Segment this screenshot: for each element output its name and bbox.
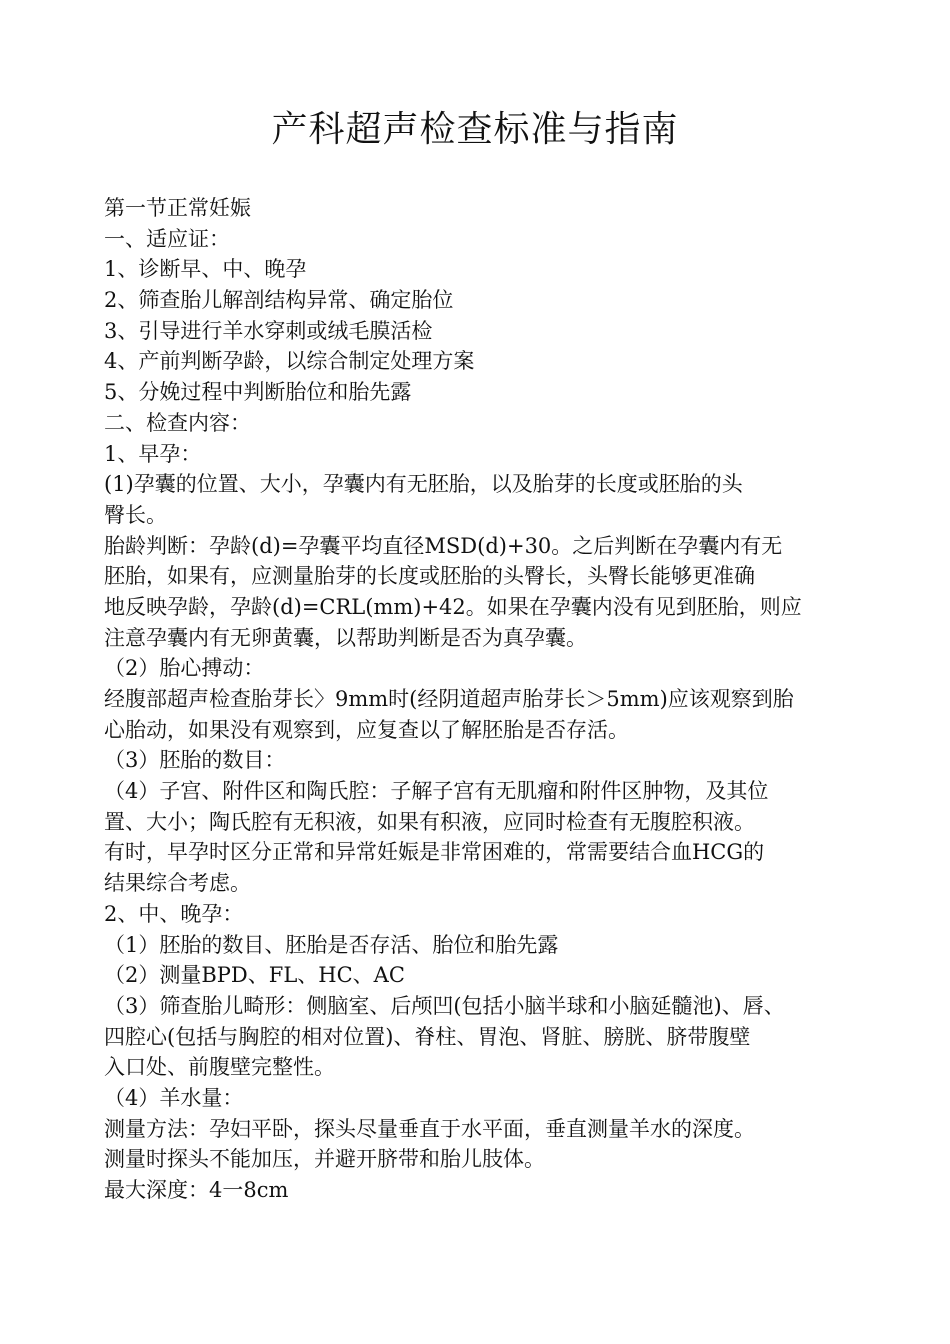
text-line: 2、中、晚孕： [104,901,244,926]
text-line: （2）胎心搏动： [104,656,265,681]
document-body [104,193,884,1206]
text-line: （1）胚胎的数目、胚胎是否存活、胎位和胎先露 [104,932,559,957]
text-line: 2、筛查胎儿解剖结构异常、确定胎位 [104,288,454,313]
text-line: （3）胚胎的数目： [104,748,286,773]
document-title: 产科超声检查标准与指南 [271,109,679,150]
text-line: 臀长。 [104,502,167,527]
text-line: (1)孕囊的位置、大小，孕囊内有无胚胎，以及胎芽的长度或胚胎的头 [104,472,743,497]
text-line: 心胎动，如果没有观察到，应复查以了解胚胎是否存活。 [104,717,629,742]
text-line: （4）羊水量： [104,1085,244,1110]
text-line: 经腹部超声检查胎芽长〉9mm时(经阴道超声胎芽长＞5mm)应该观察到胎 [104,687,794,711]
text-line: 地反映孕龄，孕龄(d)=CRL(mm)+42。如果在孕囊内没有见到胚胎，则应 [104,594,802,619]
subsection-heading: 二、检查内容： [104,410,251,435]
text-line: 1、早孕： [104,441,202,466]
text-line: 4、产前判断孕龄，以综合制定处理方案 [104,349,475,374]
text-line: 5、分娩过程中判断胎位和胎先露 [104,380,412,405]
text-line: 四腔心(包括与胸腔的相对位置)、脊柱、胃泡、肾脏、膀胱、脐带腹壁 [104,1024,751,1049]
text-line: 测量时探头不能加压，并避开脐带和胎儿肢体。 [104,1147,545,1172]
text-line: 入口处、前腹壁完整性。 [104,1055,335,1080]
text-line: 结果综合考虑。 [104,871,251,896]
text-line: 胎龄判断：孕龄(d)=孕囊平均直径MSD(d)+30。之后判断在孕囊内有无 [104,533,783,558]
text-line: （2）测量BPD、FL、HC、AC [104,963,405,988]
text-line: 胚胎，如果有，应测量胎芽的长度或胚胎的头臀长，头臀长能够更准确 [104,564,755,589]
subsection-heading: 一、适应证： [104,226,230,251]
text-line: 1、诊断早、中、晚孕 [104,257,307,282]
text-line: 3、引导进行羊水穿刺或绒毛膜活检 [104,318,433,343]
text-line: 有时，早孕时区分正常和异常妊娠是非常困难的，常需要结合血HCG的 [104,840,765,865]
section-heading: 第一节正常妊娠 [104,196,251,220]
text-line: （3）筛查胎儿畸形：侧脑室、后颅凹(包括小脑半球和小脑延髓池)、唇、 [104,993,785,1018]
text-line: 测量方法：孕妇平卧，探头尽量垂直于水平面，垂直测量羊水的深度。 [104,1116,755,1141]
text-line: 置、大小；陶氏腔有无积液，如果有积液，应同时检查有无腹腔积液。 [104,809,755,834]
text-line: 注意孕囊内有无卵黄囊，以帮助判断是否为真孕囊。 [104,625,587,650]
text-line: 最大深度：4一8cm [104,1178,289,1202]
text-line: （4）子宫、附件区和陶氏腔：子解子宫有无肌瘤和附件区肿物，及其位 [104,779,769,804]
